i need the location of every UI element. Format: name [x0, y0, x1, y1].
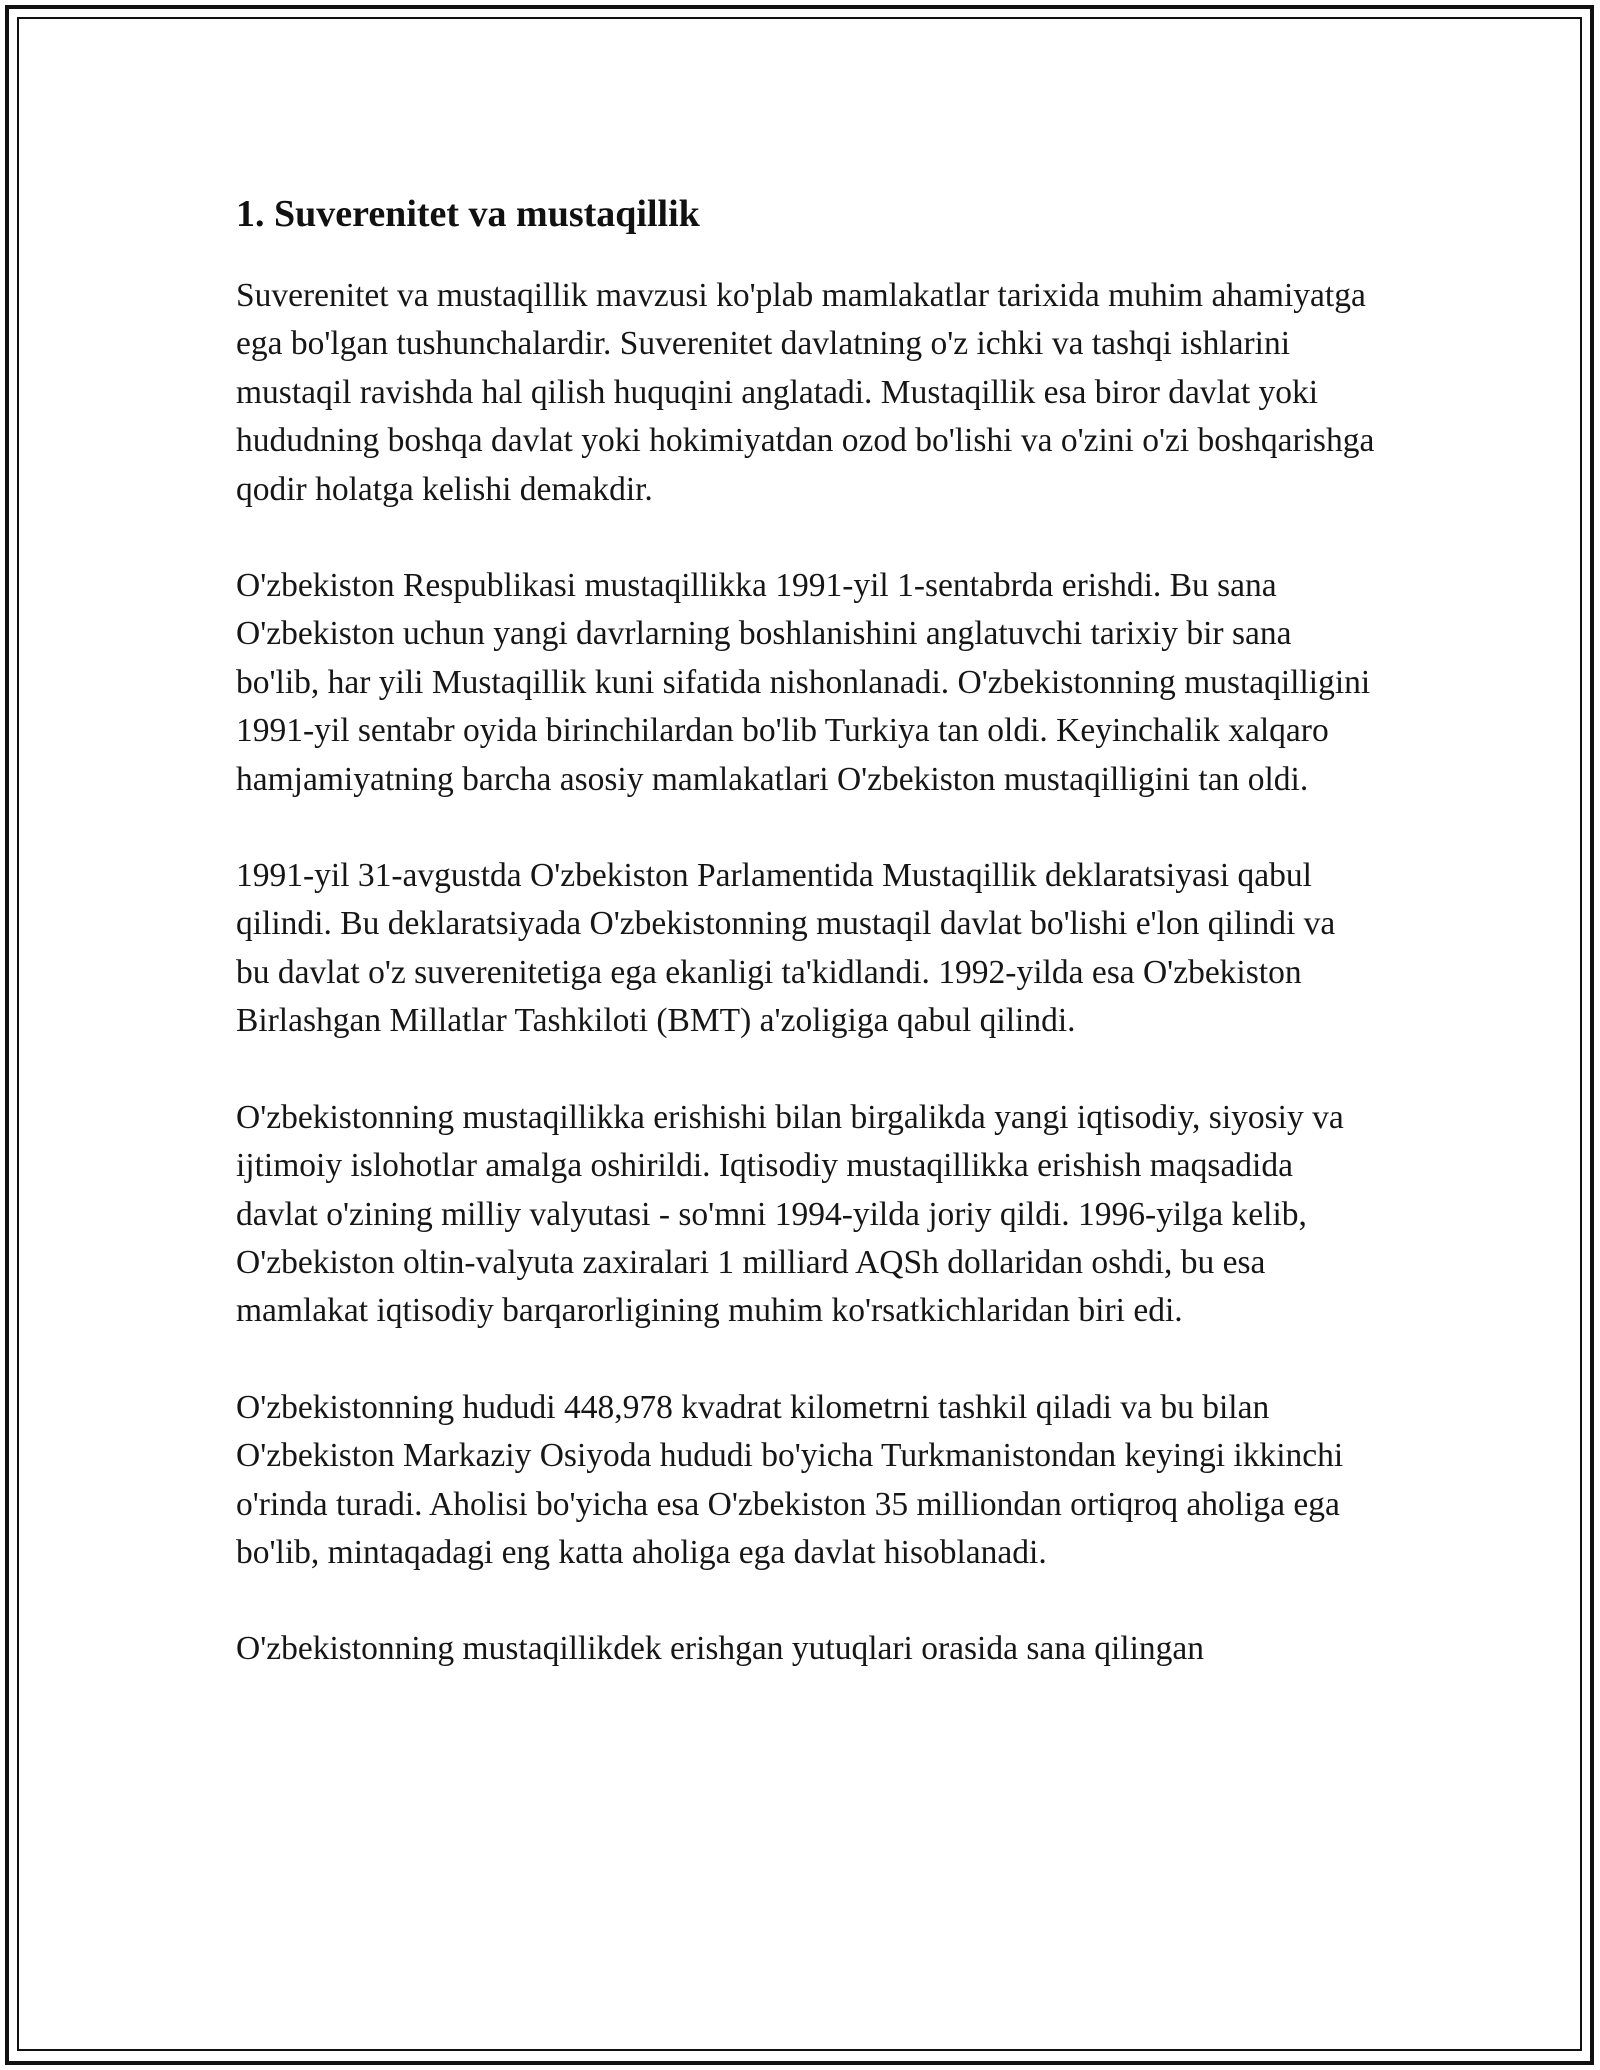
paragraph-4: O'zbekistonning mustaqillikka erishishi bilan birgalikda yangi iqtisodiy, siyosiy va ijtimoiy islohotlar amalga oshirildi. Iqtisodiy mustaqillikka erishish maqsadida davlat o'zining milliy valyutasi - so'mni 1994-yilda joriy qildi. 1996-yilga kelib, O'zbekiston oltin-valyuta zaxiralari 1 milliard AQSh dollaridan oshdi, bu esa mamlakat iqtisodiy barqarorligining muhim ko'rsatkichlaridan biri edi.	[236, 1098, 1344, 1330]
document-body	[236, 186, 1376, 1722]
paragraph-1: Suverenitet va mustaqillik mavzusi ko'plab mamlakatlar tarixida muhim ahamiyatga ega bo'lgan tushunchalardir. Suverenitet davlatning o'z ichki va tashqi ishlarini mustaqil ravishda hal qilish huquqini anglatadi. Mustaqillik esa biror davlat yoki hududning boshqa davlat yoki hokimiyatdan ozod bo'lishi va o'zini o'zi boshqarishga qodir holatga kelishi demakdir.	[236, 277, 1375, 508]
section-heading: 1. Suverenitet va mustaqillik	[236, 193, 700, 235]
paragraph-2: O'zbekiston Respublikasi mustaqillikka 1991-yil 1-sentabrda erishdi. Bu sana O'zbekiston uchun yangi davrlarning boshlanishini anglatuvchi tarixiy bir sana bo'lib, har yili Mustaqillik kuni sifatida nishonlanadi. O'zbekistonning mustaqilligini 1991-yil sentabr oyida birinchilardan bo'lib Turkiya tan oldi. Keyinchalik xalqaro hamjamiyatning barcha asosiy mamlakatlari O'zbekiston mustaqilligini tan oldi.	[236, 567, 1371, 798]
paragraph-3: 1991-yil 31-avgustda O'zbekiston Parlamentida Mustaqillik deklaratsiyasi qabul qilindi. Bu deklaratsiyada O'zbekistonning mustaqil davlat bo'lishi e'lon qilindi va bu davlat o'z suverenitetiga ega ekanligi ta'kidlandi. 1992-yilda esa O'zbekiston Birlashgan Millatlar Tashkiloti (BMT) a'zoligiga qabul qilindi.	[236, 857, 1336, 1040]
paragraph-5: O'zbekistonning hududi 448,978 kvadrat kilometrni tashkil qiladi va bu bilan O'zbekiston Markaziy Osiyoda hududi bo'yicha Turkmanistondan keyingi ikkinchi o'rinda turadi. Aholisi bo'yicha esa O'zbekiston 35 milliondan ortiqroq aholiga ega bo'lib, mintaqadagi eng katta aholiga ega davlat hisoblanadi.	[236, 1388, 1344, 1571]
paragraph-6: O'zbekistonning mustaqillikdek erishgan yutuqlari orasida sana qilingan	[236, 1630, 1205, 1668]
